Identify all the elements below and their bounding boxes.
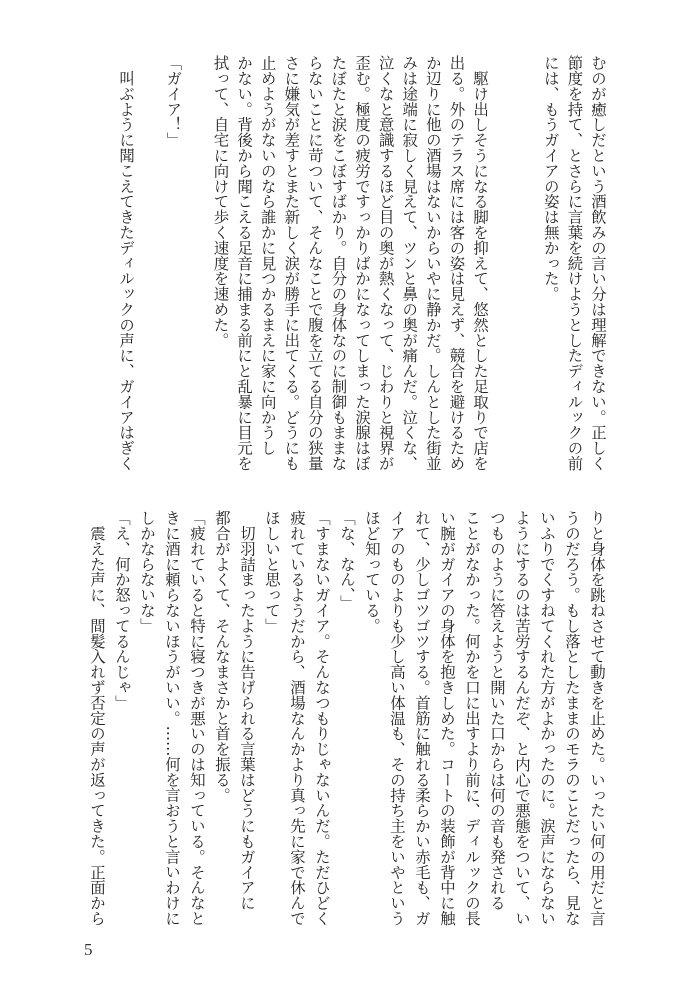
text-line: りと身体を跳ねさせて動きを止めた。いったい何の用だと言 [588,510,606,926]
text-block-top [114,55,609,485]
text-line: つものように答えようと開いた口からは何の音も発される [488,510,506,911]
text-line: むのが癒しだという酒飲みの言い分は理解できない。正しく [589,55,607,471]
text-line: きに酒に頼らないほうがいい。……何を言おうと言いわけに [163,510,181,926]
text-line: ようにするのは苦労するんだぞ、と内心で悪態をついて、い [513,510,531,926]
text-line: らないことに苛ついて、そんなことで腹を立てる自分の狭量 [305,55,324,471]
text-line: 泣くなと意識するほど目の奥が熱くなって、じわりと視界が [376,55,395,471]
text-block-bottom [84,510,609,940]
text-line: うのだろう。もし落としたままのモラのことだったら、見な [563,510,581,926]
text-line: 出る。外のテラス席には客の姿は見えず、競合を避けるため [447,55,466,471]
text-line: いふりでくすねてくれた方がよかったのに。涙声にならない [538,510,556,926]
text-line: 節度を持て、とさらに言葉を続けようとしたディルックの前 [565,55,584,471]
text-line: さに嫌気が差すとまた新しく涙が勝手に出てくる。どうにも [282,55,301,471]
text-line: 切羽詰まったように告げられる言葉はどうにもガイアに [238,510,256,911]
text-line: 駆け出しそうになる脚を抑えて、悠然とした足取りで店を [471,55,490,471]
text-line: れて、少しゴツゴツする。首筋に触れる柔らかい赤毛も、ガ [413,510,431,926]
text-line: 拭って、自宅に向けて歩く速度を速めた。 [211,55,230,348]
text-line: 震えた声に、間髪入れず否定の声が返ってきた。正面から [88,510,106,926]
text-line: 「疲れていると特に寝つきが悪いのは知っている。そんなと [188,510,206,926]
text-line: ことがなかった。何かを口に出すより前に、ディルックの長 [463,510,481,926]
text-line: 叫ぶように聞こえてきたディルックの声に、ガイアはぎく [117,55,136,471]
text-line: 「え、何か怒ってるんじゃ」 [113,510,131,711]
blank-line [515,55,539,485]
text-line: 「な、なん、」 [338,510,356,611]
text-line: みは途端に寂しく見えて、ツンと鼻の奥が痛んだ。泣くな、 [400,55,419,471]
text-line: 「ガイア！」 [164,55,183,148]
page-number: 5 [84,940,93,959]
text-line: 都合がよくて、そんなまさかと首を振る。 [213,510,231,803]
text-line: たぼたと涙をこぼすばかり。自分の身体なのに制御もままな [329,55,348,471]
text-line: イアのものよりも少し高い体温も、その持ち主をいやという [388,510,406,926]
text-line: かない。背後から聞こえる足音に捕まる前にと乱暴に目元を [235,55,254,471]
blank-line [491,55,515,485]
text-line: しかならないな」 [138,510,156,634]
text-line: には、もうガイアの姿は無かった。 [541,55,560,302]
text-line: い腕がガイアの身体を抱きしめた。コートの装飾が背中に触 [438,510,456,926]
text-line: ほど知っている。 [363,510,381,634]
text-line: か辺りに他の酒場はないからいやに静かだ。しんとした街並 [423,55,442,471]
text-line: ほしいと思って」 [263,510,281,634]
blank-line [184,55,208,485]
text-line: 「すまないガイア。そんなつもりじゃないんだ。ただひどく [313,510,331,926]
text-line: 歪む。極度の疲労ですっかりばかになってしまった涙腺はぼ [353,55,372,471]
blank-line [137,55,161,485]
text-line: 疲れているようだから、酒場なんかより真っ先に家で休んで [288,510,306,926]
text-line: 止めようがないのなら誰かに見つかるまえに家に向かうし [258,55,277,456]
